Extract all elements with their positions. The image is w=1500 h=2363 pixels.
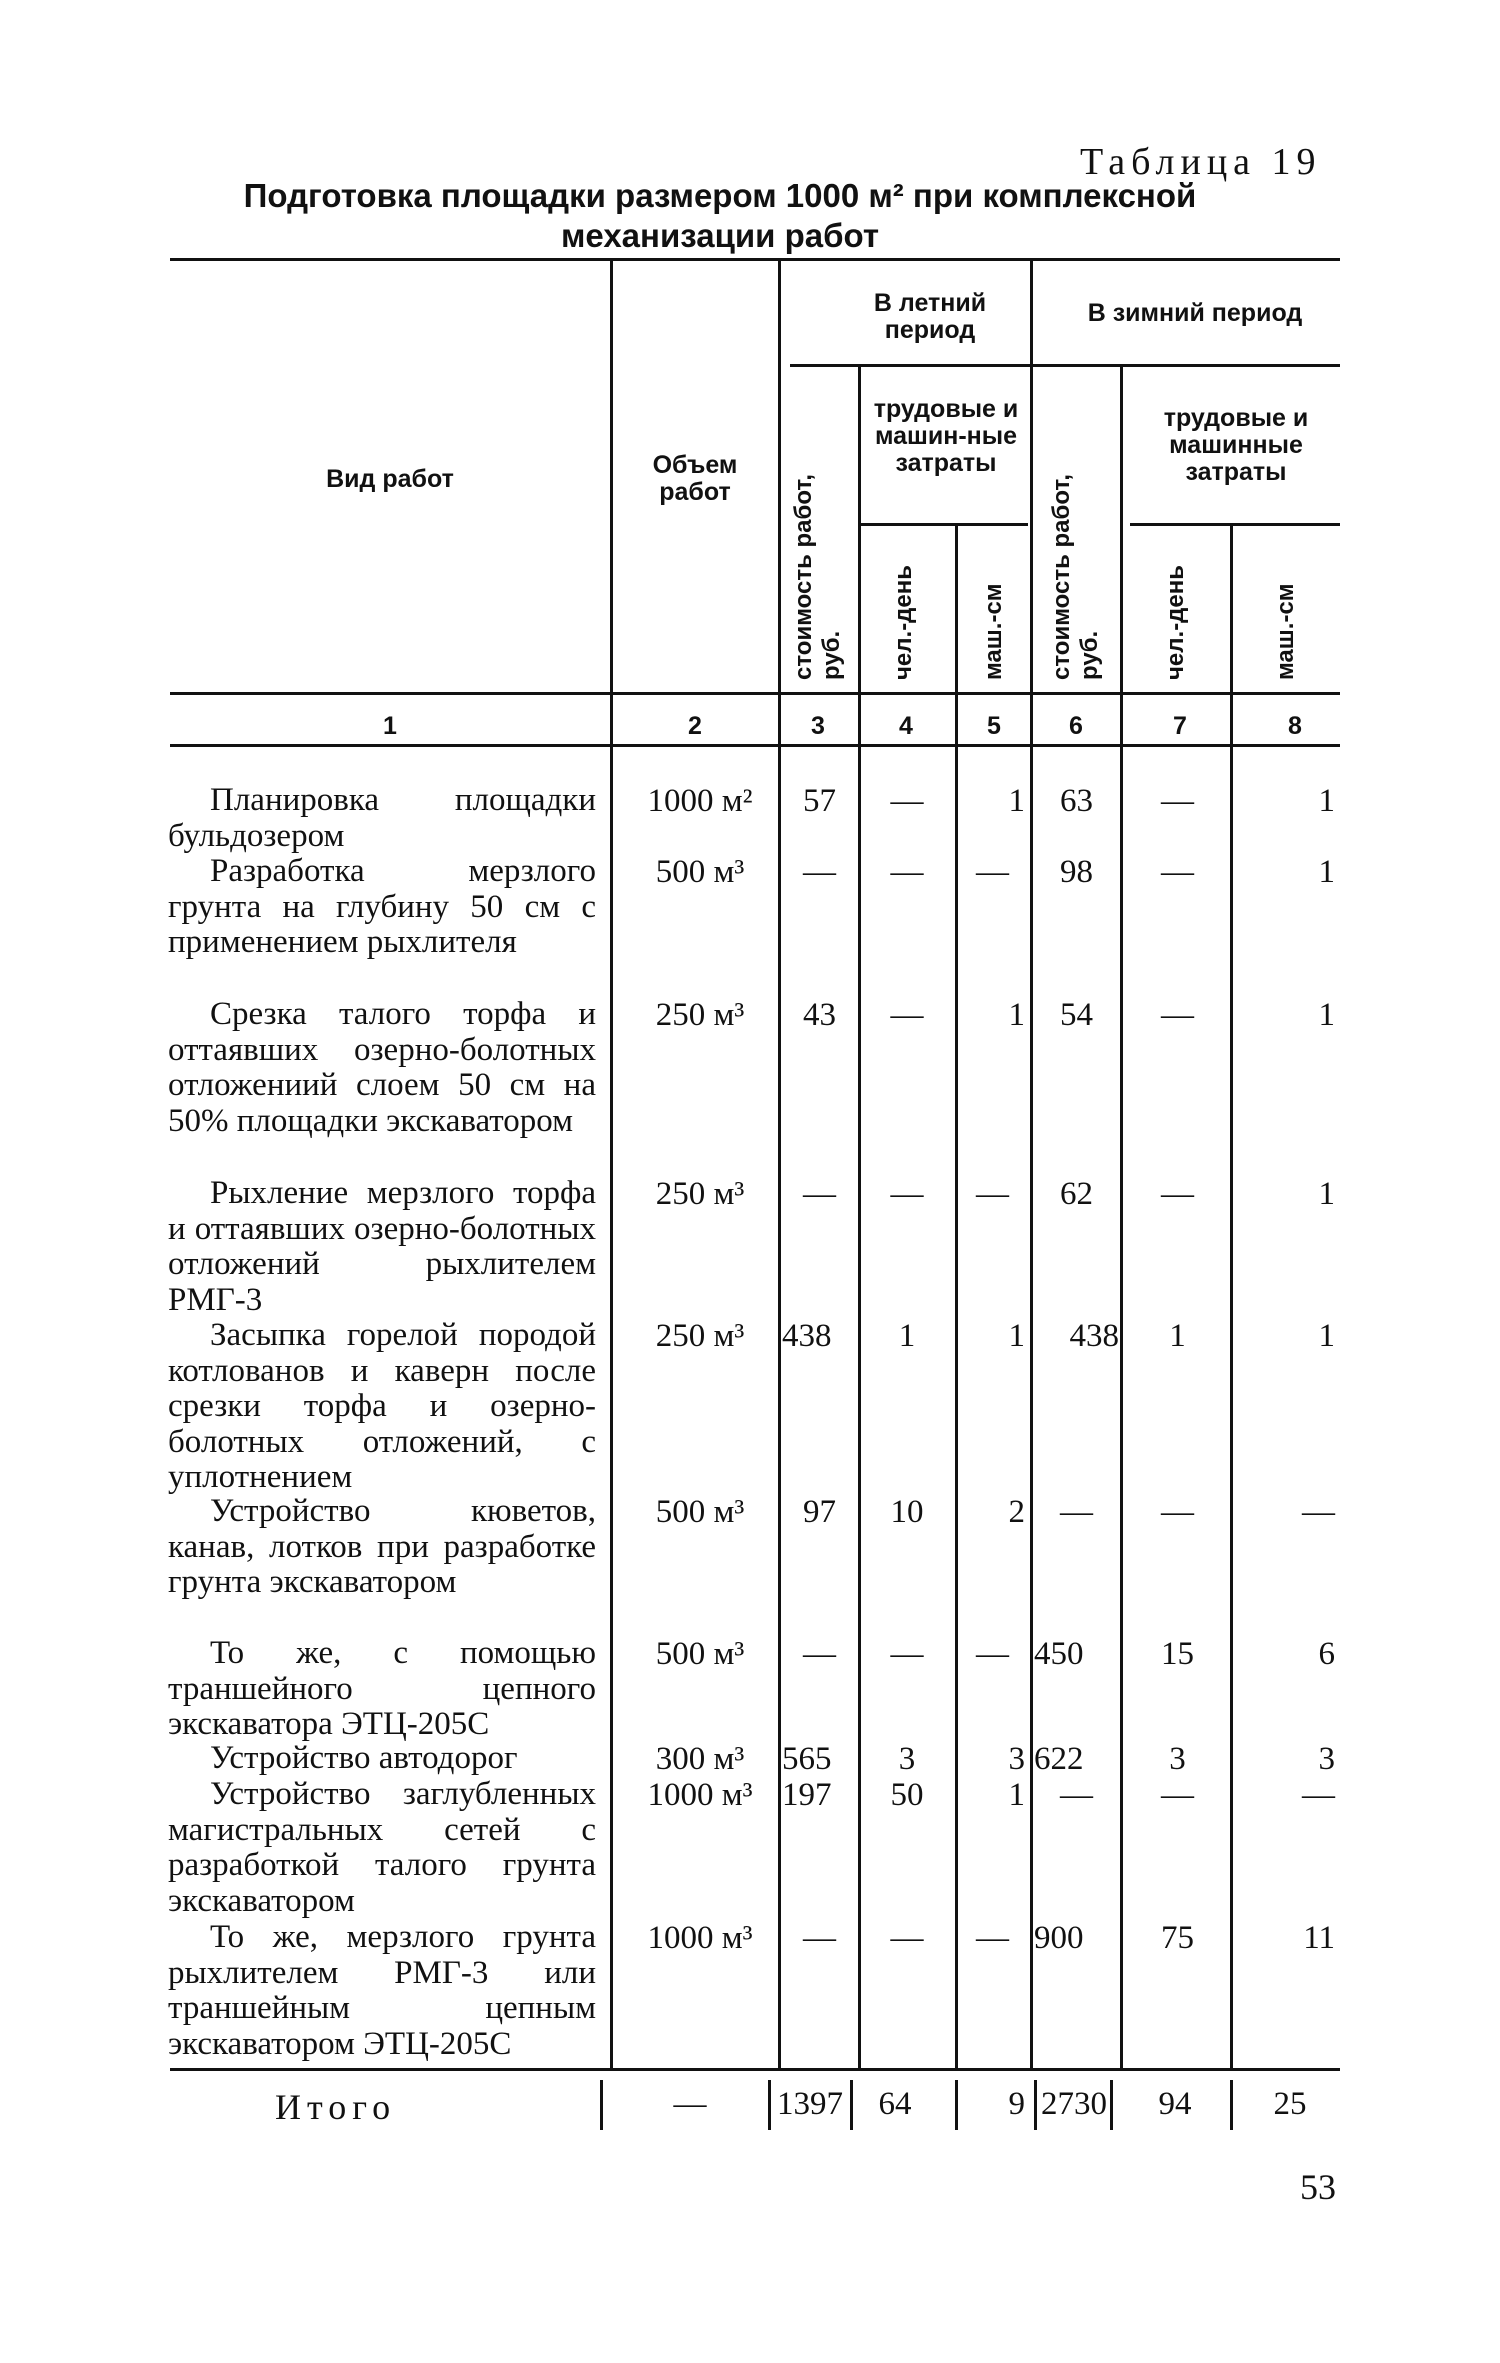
man-days-winter-cell: — [1161,1494,1194,1530]
machine-shifts-summer-cell: — [976,854,1009,890]
machine-shifts-winter-cell: 11 [1303,1920,1335,1956]
column-number: 4 [899,712,913,740]
header-labor-summer: трудовые и машин-ные затраты [873,395,1019,477]
cost-summer-cell: 97 [803,1494,836,1530]
cost-summer-cell: 57 [803,783,836,819]
cost-winter-cell: 54 [1060,997,1093,1033]
man-days-winter-cell: — [1161,783,1194,819]
machine-shifts-summer-cell: 2 [1008,1494,1025,1530]
table-label: Таблица 19 [1080,141,1322,183]
volume-cell: 250 м³ [655,997,745,1033]
machine-shifts-summer-cell: — [976,1920,1009,1956]
machine-shifts-summer-cell: 1 [1008,783,1025,819]
header-machine-shifts-summer: маш.-см [980,583,1007,680]
cost-summer-cell: — [803,1636,836,1672]
cost-winter-cell: — [1060,1777,1093,1813]
man-days-summer-cell: — [890,854,924,890]
machine-shifts-winter-cell: 1 [1318,854,1335,890]
header-summer-period: В летний период [873,289,987,344]
work-type-cell: Срезка талого торфа и оттаявших озерно-болотных отложениий слоем 50 см на 50% площадки экскаватором [168,996,596,1139]
work-type-cell: То же, мерзлого грунта рыхлителем РМГ-3 или траншейным цепным экскаватором ЭТЦ-205С [168,1919,596,2062]
machine-shifts-summer-cell: 1 [1008,997,1025,1033]
cost-winter-cell: 438 [1069,1318,1119,1354]
work-type-cell: Устройство заглубленных магистральных сетей с разработкой талого грунта экскаватором [168,1776,596,1919]
machine-shifts-summer-cell: 3 [1008,1741,1025,1777]
header-man-days-summer: чел.-день [890,564,917,680]
column-number: 8 [1288,712,1302,740]
man-days-summer-cell: 50 [890,1777,924,1813]
cost-summer-cell: 43 [803,997,836,1033]
machine-shifts-winter-cell: 1 [1318,997,1335,1033]
man-days-summer-cell: 1 [898,1318,916,1354]
total-cost-winter: 2730 [1041,2086,1107,2122]
column-number: 1 [383,712,397,740]
column-number: 3 [811,712,825,740]
volume-cell: 1000 м³ [647,1777,753,1813]
cost-winter-cell: 98 [1060,854,1093,890]
header-cost-winter: стоимость работ, руб. [1048,473,1103,680]
man-days-winter-cell: — [1161,997,1194,1033]
man-days-summer-cell: 10 [890,1494,924,1530]
man-days-summer-cell: — [890,1920,924,1956]
machine-shifts-summer-cell: 1 [1008,1777,1025,1813]
cost-summer-cell: 565 [782,1741,832,1777]
cost-winter-cell: 900 [1034,1920,1084,1956]
man-days-winter-cell: 75 [1161,1920,1194,1956]
cost-winter-cell: 450 [1034,1636,1084,1672]
cost-summer-cell: 197 [782,1777,832,1813]
column-number: 7 [1173,712,1187,740]
volume-cell: 250 м³ [655,1318,745,1354]
machine-shifts-summer-cell: 1 [1008,1318,1025,1354]
work-type-cell: Устройство кюветов, канав, лотков при разработке грунта экскаватором [168,1493,596,1600]
column-number: 5 [987,712,1001,740]
total-machine-shifts-winter: 25 [1273,2086,1307,2122]
header-labor-winter: трудовые и машинные затраты [1163,404,1309,486]
table-title: Подготовка площадки размером 1000 м² при комплексной механизации работ [243,177,1197,254]
volume-cell: 500 м³ [655,1636,745,1672]
man-days-winter-cell: — [1161,854,1194,890]
machine-shifts-winter-cell: 6 [1318,1636,1335,1672]
total-man-days-summer: 64 [878,2086,912,2122]
cost-winter-cell: 63 [1060,783,1093,819]
work-type-cell: Разработка мерзлого грунта на глубину 50 см с применением рыхлителя [168,853,596,960]
cost-winter-cell: — [1060,1494,1093,1530]
man-days-summer-cell: — [890,1636,924,1672]
header-work-type: Вид работ [326,465,454,493]
man-days-summer-cell: — [890,1176,924,1212]
total-man-days-winter: 94 [1158,2086,1192,2122]
man-days-summer-cell: — [890,783,924,819]
man-days-summer-cell: — [890,997,924,1033]
column-number: 2 [688,712,702,740]
volume-cell: 300 м³ [655,1741,745,1777]
header-machine-shifts-winter: маш.-см [1272,583,1299,680]
total-machine-shifts-summer: 9 [1008,2086,1025,2122]
work-type-cell: Рыхление мерзлого торфа и оттаявших озерно-болотных отложений рыхлителем РМГ-3 [168,1175,596,1318]
header-winter-period: В зимний период [1087,299,1303,327]
machine-shifts-winter-cell: — [1302,1777,1335,1813]
cost-winter-cell: 62 [1060,1176,1093,1212]
cost-summer-cell: — [803,854,836,890]
machine-shifts-winter-cell: 1 [1318,783,1335,819]
work-type-cell: Планировка площадки бульдозером [168,782,596,854]
volume-cell: 500 м³ [655,1494,745,1530]
man-days-winter-cell: — [1161,1777,1194,1813]
header-volume: Объем работ [652,451,738,506]
cost-summer-cell: — [803,1176,836,1212]
header-cost-summer: стоимость работ, руб. [790,473,845,680]
header-man-days-winter: чел.-день [1162,564,1189,680]
machine-shifts-winter-cell: 1 [1318,1176,1335,1212]
man-days-summer-cell: 3 [898,1741,916,1777]
column-number: 6 [1069,712,1083,740]
machine-shifts-summer-cell: — [976,1176,1009,1212]
work-type-cell: Засыпка горелой породой котлованов и каверн после срезки торфа и озерно-болотных отложений, с уплотнением [168,1317,596,1495]
machine-shifts-winter-cell: 3 [1318,1741,1335,1777]
cost-summer-cell: — [803,1920,836,1956]
volume-cell: 1000 м³ [647,1920,753,1956]
work-type-cell: Устройство автодорог [210,1740,518,1776]
machine-shifts-winter-cell: — [1302,1494,1335,1530]
total-volume: — [673,2086,707,2122]
total-label: Итого [275,2087,397,2127]
man-days-winter-cell: 1 [1169,1318,1186,1354]
page-number: 53 [1300,2167,1336,2207]
cost-winter-cell: 622 [1034,1741,1084,1777]
machine-shifts-winter-cell: 1 [1318,1318,1335,1354]
volume-cell: 250 м³ [655,1176,745,1212]
man-days-winter-cell: 3 [1169,1741,1186,1777]
volume-cell: 1000 м² [647,783,753,819]
work-type-cell: То же, с помощью траншейного цепного экскаватора ЭТЦ-205С [168,1635,596,1742]
man-days-winter-cell: — [1161,1176,1194,1212]
volume-cell: 500 м³ [655,854,745,890]
cost-summer-cell: 438 [782,1318,832,1354]
machine-shifts-summer-cell: — [976,1636,1009,1672]
man-days-winter-cell: 15 [1161,1636,1194,1672]
total-cost-summer: 1397 [777,2086,843,2122]
